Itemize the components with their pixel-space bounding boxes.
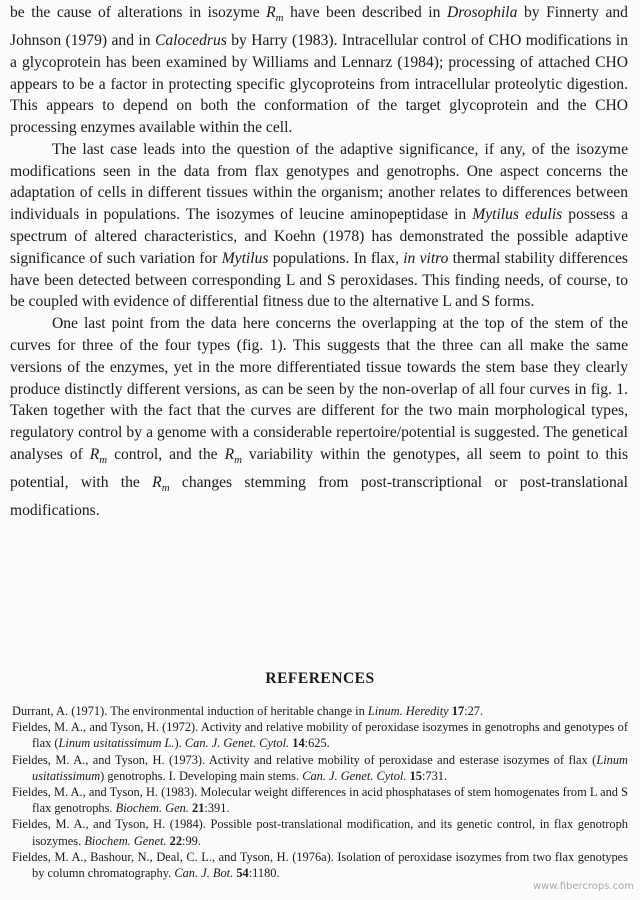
body-paragraph xyxy=(10,139,628,313)
reference-item xyxy=(12,784,628,816)
text-segment: Fieldes, M. A., and Tyson, H. (1973). Activity and relative mobility of peroxidase and esterase isozymes of flax ( xyxy=(12,752,597,767)
text-segment: in vitro xyxy=(403,249,449,267)
text-segment: be the cause of alterations in isozyme xyxy=(10,4,267,21)
body-paragraph xyxy=(10,2,628,139)
text-segment: 21 xyxy=(192,801,205,816)
text-segment: Fieldes, M. A., and Tyson, H. (1972). Activity and relative mobility of peroxidase isozymes in genotrophs and genotypes of flax ( xyxy=(12,720,628,751)
text-segment: Fieldes, M. A., and Tyson, H. (1983). Molecular weight differences in acid phosphatases of stem homogenates from L and S flax genotrophs. xyxy=(12,785,628,816)
text-segment: The last case leads into the question of the adaptive significance, if any, of the isozyme modifications seen in the data from flax genotypes and genotrophs. One aspect concerns the adaptation of cells in different tissues within the organism; another relates to differences between individuals in populations. The isozymes of leucine aminopeptidase in xyxy=(10,140,628,224)
text-segment: Biochem. Gen. xyxy=(115,801,189,816)
text-segment: R xyxy=(266,4,276,21)
body-text xyxy=(10,2,628,522)
text-segment: Linum. Heredity xyxy=(367,704,449,718)
text-segment: R xyxy=(89,446,100,464)
text-segment: Can. J. Genet. Cytol. xyxy=(184,736,290,751)
text-segment: Mytilus xyxy=(221,249,269,267)
text-segment: :625. xyxy=(304,736,330,751)
text-segment: m xyxy=(234,454,242,467)
text-segment: control, and the xyxy=(107,446,225,464)
text-segment: Biochem. Genet. xyxy=(84,833,167,848)
text-segment: variability within the genotypes, all seem to point to this potential, with the xyxy=(10,446,629,491)
reference-item xyxy=(12,752,628,784)
reference-item xyxy=(12,816,628,848)
text-segment: :391. xyxy=(204,801,230,816)
text-segment: ). xyxy=(174,736,185,751)
text-segment: :99. xyxy=(182,833,201,848)
text-segment: have been described in xyxy=(283,4,447,21)
text-segment: 14 xyxy=(292,736,305,751)
text-segment: by Finnerty and Johnson (1979) and in xyxy=(10,4,628,49)
text-segment: :1180. xyxy=(248,866,280,881)
text-segment: 17 xyxy=(451,704,465,718)
text-segment: Calocedrus xyxy=(154,31,227,49)
text-segment: Durrant, A. (1971). The environmental induction of heritable change in xyxy=(12,704,368,718)
references-heading: REFERENCES xyxy=(265,670,375,687)
text-segment: Mytilus edulis xyxy=(472,206,563,224)
reference-item xyxy=(12,849,628,881)
text-segment: possess a spectrum of altered characteristics, and Koehn (1978) has demonstrated the possible adaptive significance of such variation for xyxy=(10,206,628,267)
text-segment: :27. xyxy=(464,704,484,718)
text-segment: m xyxy=(99,454,108,467)
text-segment: One last point from the data here concerns the overlapping at the top of the stem of the curves for three of the four types (fig. 1). This suggests that the three can all make the same versions of the enzymes, yet in the more differentiated tissue towards the stem base they clearly produce distinctly different versions, as can be seen by the non-overlap of all four curves in fig. 1. Taken together with the fact that the curves are different for the two main morphological types, regulatory control by a genome with a considerable repertoire/potential is suggested. The genetical analyses of xyxy=(10,315,628,464)
text-segment: Fieldes, M. A., and Tyson, H. (1984). Possible post-translational modification, and its genetic control, in flax genotroph isozymes. xyxy=(12,817,628,848)
text-segment: by Harry (1983). Intracellular control of CHO modifications in a glycoprotein has been examined by Williams and Lennarz (1984); processing of attached CHO appears to be a factor in protecting specific glycoproteins from intracellular proteolytic digestion. This appears to depend on both the conformation of the target glycoprotein and the CHO processing enzymes available within the cell. xyxy=(10,31,628,137)
reference-item xyxy=(12,703,628,719)
text-segment: Fieldes, M. A., Bashour, N., Deal, C. L., and Tyson, H. (1976a). Isolation of peroxidase isozymes from two flax genotypes by column chromatography. xyxy=(12,849,628,881)
text-segment: 15 xyxy=(409,768,422,783)
text-segment: Can. J. Bot. xyxy=(174,866,234,881)
text-segment: ) genotrophs. I. Developing main stems. xyxy=(100,768,303,783)
text-segment: R xyxy=(152,473,162,491)
text-segment: thermal stability differences have been detected between corresponding L and S peroxidases. This finding needs, of course, to be coupled with evidence of differential fitness due to the alternative L and S forms. xyxy=(10,249,628,311)
body-paragraph xyxy=(10,313,628,521)
references-list xyxy=(12,703,628,881)
text-segment: populations. In flax, xyxy=(268,249,404,267)
text-segment: :731. xyxy=(421,768,448,783)
text-segment: Drosophila xyxy=(446,4,518,21)
text-segment: changes stemming from post-transcriptional or post-translational modifications. xyxy=(10,473,628,519)
watermark: www.fibercrops.com xyxy=(532,881,634,892)
text-segment: 22 xyxy=(169,833,183,848)
text-segment: R xyxy=(224,446,235,464)
text-segment: Linum usitatissimum L. xyxy=(58,736,175,751)
reference-item xyxy=(12,719,628,751)
text-segment: 54 xyxy=(236,866,249,881)
text-segment: Linum usitatissimum xyxy=(32,752,628,783)
text-segment: m xyxy=(275,12,284,25)
text-segment: Can. J. Genet. Cytol. xyxy=(302,768,407,783)
text-segment: m xyxy=(161,482,170,495)
